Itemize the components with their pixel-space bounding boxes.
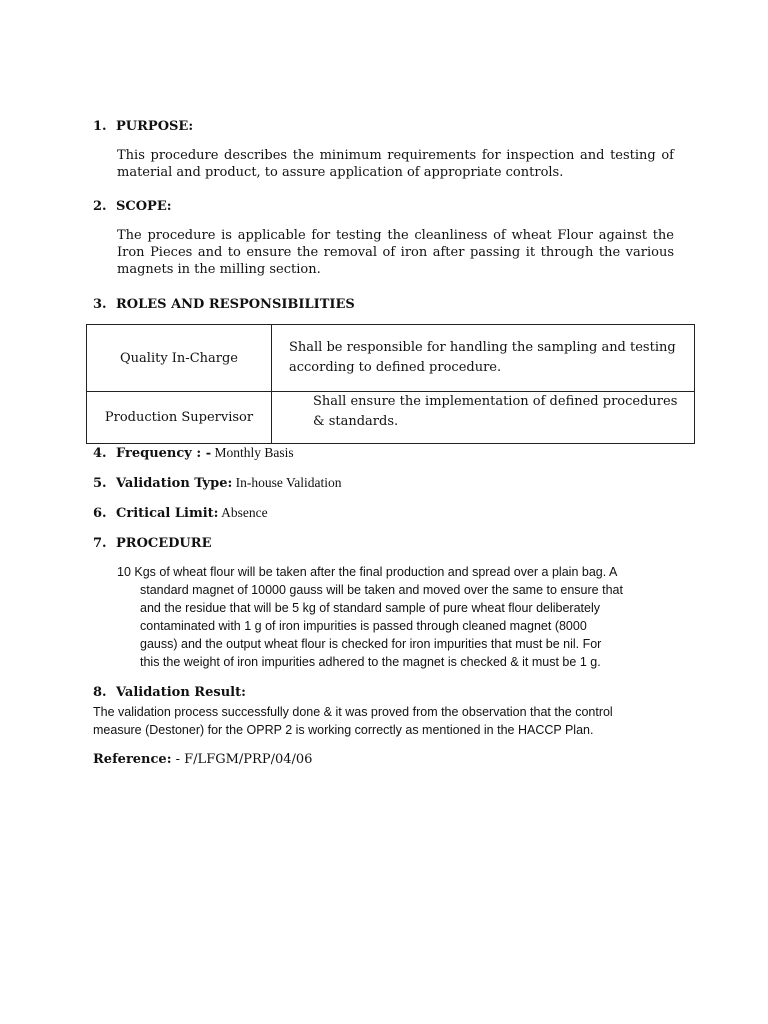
role-cell: Production Supervisor	[87, 392, 272, 444]
item-label: Critical Limit:	[116, 506, 219, 521]
roles-table	[86, 324, 695, 444]
section-number: 5.	[93, 476, 107, 491]
responsibility-line: Shall be responsible for handling the sampling and testing	[289, 340, 676, 355]
responsibility-cell	[272, 392, 695, 444]
section-title: ROLES AND RESPONSIBILITIES	[116, 297, 355, 312]
paragraph-line: material and product, to assure application of appropriate controls.	[117, 165, 564, 180]
section-title: PURPOSE:	[116, 119, 194, 134]
item-label: Validation Type:	[116, 476, 233, 491]
purpose-paragraph	[117, 147, 674, 181]
section-number: 1.	[93, 119, 107, 134]
validation-type-item	[93, 474, 342, 492]
purpose-heading	[93, 118, 193, 135]
section-number: 2.	[93, 199, 107, 214]
paragraph-line: The procedure is applicable for testing the cleanliness of wheat Flour against the	[117, 228, 674, 243]
procedure-heading	[93, 535, 211, 552]
scope-paragraph	[117, 227, 674, 278]
section-number: 6.	[93, 506, 107, 521]
paragraph-line: and the residue that will be 5 kg of standard sample of pure wheat flour deliberately	[140, 601, 600, 615]
section-title: PROCEDURE	[116, 536, 212, 551]
paragraph-line: standard magnet of 10000 gauss will be taken and moved over the same to ensure that	[140, 583, 623, 597]
responsibility-line: & standards.	[313, 414, 399, 429]
item-value: Monthly Basis	[211, 445, 294, 460]
paragraph-line: The validation process successfully done & it was proved from the observation that the control	[93, 705, 613, 719]
paragraph-line: this the weight of iron impurities adhered to the magnet is checked & it must be 1 g.	[140, 655, 601, 669]
section-number: 7.	[93, 536, 107, 551]
paragraph-line: This procedure describes the minimum requirements for inspection and testing of	[117, 148, 674, 163]
paragraph-line: gauss) and the output wheat flour is checked for iron impurities that must be nil. For	[140, 637, 602, 651]
section-number: 3.	[93, 297, 107, 312]
responsibility-line: Shall ensure the implementation of defined procedures	[313, 394, 678, 409]
reference-label: Reference:	[93, 752, 172, 767]
paragraph-line: magnets in the milling section.	[117, 262, 321, 277]
responsibility-line: according to defined procedure.	[289, 360, 502, 375]
frequency-item	[93, 444, 294, 462]
procedure-paragraph	[117, 563, 677, 671]
table-row	[87, 392, 695, 444]
roles-heading	[93, 296, 355, 313]
section-title: Validation Result:	[116, 685, 246, 700]
section-title: SCOPE:	[116, 199, 172, 214]
paragraph-line: measure (Destoner) for the OPRP 2 is working correctly as mentioned in the HACCP Plan.	[93, 723, 594, 737]
section-number: 4.	[93, 446, 107, 461]
reference-line	[93, 751, 312, 768]
responsibility-cell	[272, 325, 695, 392]
item-label: Frequency : -	[116, 446, 212, 461]
paragraph-line: contaminated with 1 g of iron impurities is passed through cleaned magnet (8000	[140, 619, 587, 633]
role-cell: Quality In-Charge	[87, 325, 272, 392]
paragraph-line: 10 Kgs of wheat flour will be taken after the final production and spread over a plain bag. A	[117, 565, 618, 579]
reference-value: - F/LFGM/PRP/04/06	[171, 752, 313, 767]
validation-result-heading	[93, 684, 246, 701]
table-row	[87, 325, 695, 392]
item-value: Absence	[218, 505, 268, 520]
item-value: In-house Validation	[232, 475, 342, 490]
scope-heading	[93, 198, 172, 215]
critical-limit-item	[93, 504, 268, 522]
validation-result-paragraph	[93, 703, 673, 739]
paragraph-line: Iron Pieces and to ensure the removal of iron after passing it through the various	[117, 245, 674, 260]
section-number: 8.	[93, 685, 107, 700]
